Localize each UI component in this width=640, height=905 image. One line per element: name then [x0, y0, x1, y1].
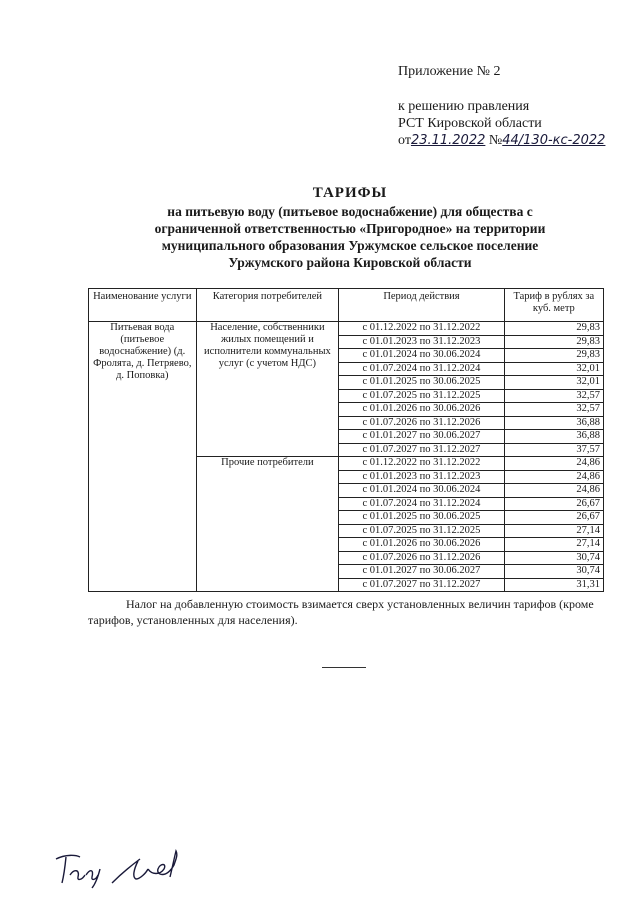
tariff-cell: 32,57 — [504, 403, 603, 417]
period-cell: с 01.07.2025 по 31.12.2025 — [339, 389, 504, 403]
tariff-cell: 36,88 — [504, 416, 603, 430]
period-cell: с 01.12.2022 по 31.12.2022 — [339, 457, 504, 471]
category-cell: Население, собственники жилых помещений и исполнители коммунальных услуг (с учетом НДС) — [196, 322, 339, 457]
tariff-cell: 29,83 — [504, 322, 603, 336]
period-cell: с 01.01.2025 по 30.06.2025 — [339, 376, 504, 390]
tariff-table — [88, 288, 604, 592]
number-label: № — [488, 133, 503, 148]
document-title — [90, 183, 610, 271]
period-cell: с 01.07.2026 по 31.12.2026 — [339, 416, 504, 430]
tariff-cell: 36,88 — [504, 430, 603, 444]
vat-note: Налог на добавленную стоимость взимается сверх установленных величин тарифов (кроме тарифов, установленных для населения). — [88, 597, 594, 627]
appendix-label: Приложение № 2 — [398, 64, 501, 79]
handwritten-signature — [52, 845, 192, 890]
title-line-3: муниципального образования Уржумское сельское поселение — [161, 238, 539, 253]
table-row — [89, 322, 604, 336]
period-cell: с 01.01.2024 по 30.06.2024 — [339, 349, 504, 363]
period-cell: с 01.07.2024 по 31.12.2024 — [339, 362, 504, 376]
title-line-4: Уржумского района Кировской области — [228, 255, 472, 270]
header-tariff: Тариф в рублях за куб. метр — [504, 289, 603, 322]
title-main: ТАРИФЫ — [312, 185, 388, 201]
header-service: Наименование услуги — [89, 289, 197, 322]
title-line-2: ограниченной ответственностью «Пригородное» на территории — [154, 221, 546, 236]
tariff-cell: 32,57 — [504, 389, 603, 403]
table-header-row — [89, 289, 604, 322]
period-cell: с 01.01.2027 по 30.06.2027 — [339, 430, 504, 444]
title-line-1: на питьевую воду (питьевое водоснабжение) для общества с — [167, 204, 533, 219]
service-cell: Питьевая вода (питьевое водоснабжение) (д. Фролята, д. Петряево, д. Поповка) — [89, 322, 197, 592]
decision-line-2: РСТ Кировской области — [398, 116, 542, 131]
decision-line-1: к решению правления — [398, 99, 530, 114]
period-cell: с 01.07.2027 по 31.12.2027 — [339, 443, 504, 457]
period-cell: с 01.07.2026 по 31.12.2026 — [339, 551, 504, 565]
tariff-cell: 27,14 — [504, 538, 603, 552]
tariff-cell: 26,67 — [504, 511, 603, 525]
decision-date-number — [398, 132, 605, 149]
category-cell: Прочие потребители — [196, 457, 339, 592]
tariff-cell: 27,14 — [504, 524, 603, 538]
period-cell: с 01.01.2024 по 30.06.2024 — [339, 484, 504, 498]
period-cell: с 01.01.2027 по 30.06.2027 — [339, 565, 504, 579]
tariff-cell: 24,86 — [504, 470, 603, 484]
tariff-cell: 30,74 — [504, 551, 603, 565]
tariff-table-body — [89, 322, 604, 592]
decision-date: 23.11.2022 — [410, 133, 486, 148]
period-cell: с 01.07.2024 по 31.12.2024 — [339, 497, 504, 511]
tariff-cell: 37,57 — [504, 443, 603, 457]
header-category: Категория потребителей — [196, 289, 339, 322]
tariff-cell: 32,01 — [504, 376, 603, 390]
period-cell: с 01.01.2023 по 31.12.2023 — [339, 335, 504, 349]
tariff-cell: 26,67 — [504, 497, 603, 511]
tariff-cell: 32,01 — [504, 362, 603, 376]
period-cell: с 01.01.2025 по 30.06.2025 — [339, 511, 504, 525]
tariff-cell: 31,31 — [504, 578, 603, 592]
period-cell: с 01.01.2026 по 30.06.2026 — [339, 403, 504, 417]
closing-rule — [322, 667, 366, 668]
period-cell: с 01.01.2023 по 31.12.2023 — [339, 470, 504, 484]
period-cell: с 01.07.2027 по 31.12.2027 — [339, 578, 504, 592]
from-label: от — [398, 133, 411, 148]
tariff-cell: 24,86 — [504, 457, 603, 471]
tariff-cell: 24,86 — [504, 484, 603, 498]
tariff-cell: 29,83 — [504, 335, 603, 349]
header-period: Период действия — [339, 289, 504, 322]
period-cell: с 01.01.2026 по 30.06.2026 — [339, 538, 504, 552]
tariff-cell: 30,74 — [504, 565, 603, 579]
decision-reference — [398, 98, 605, 149]
decision-number: 44/130-кс-2022 — [502, 133, 606, 148]
tariff-cell: 29,83 — [504, 349, 603, 363]
period-cell: с 01.12.2022 по 31.12.2022 — [339, 322, 504, 336]
period-cell: с 01.07.2025 по 31.12.2025 — [339, 524, 504, 538]
